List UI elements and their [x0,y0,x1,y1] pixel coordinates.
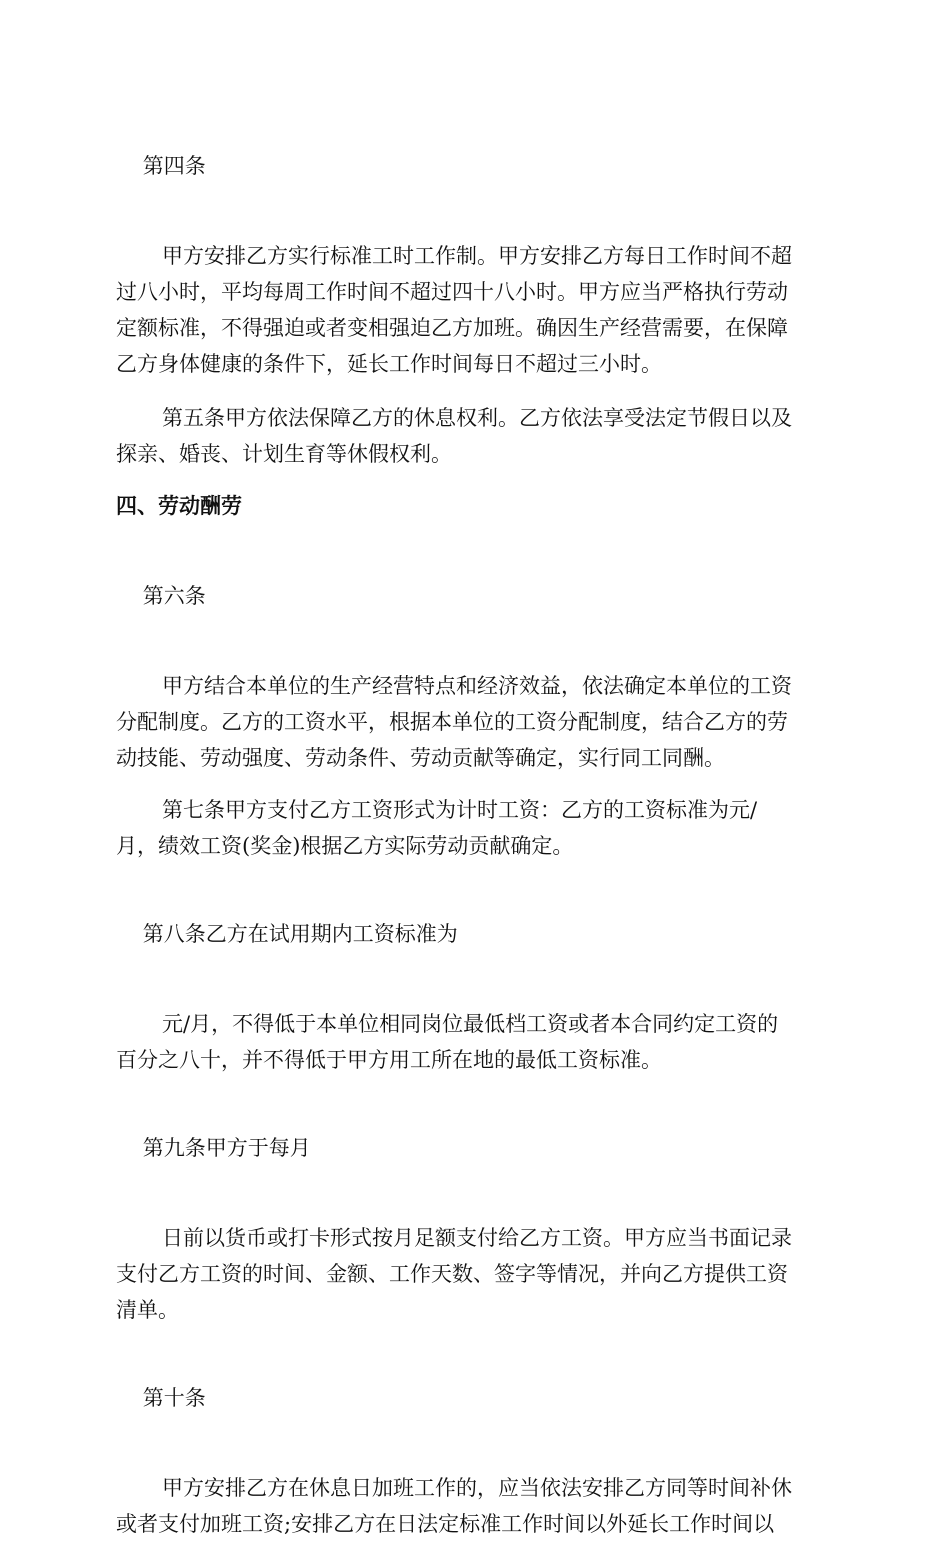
article-4-line: 定额标准，不得强迫或者变相强迫乙方加班。确因生产经营需要，在保障 [116,316,788,340]
article-8-line: 元/月，不得低于本单位相同岗位最低档工资或者本合同约定工资的 [162,1012,779,1036]
article-10-line: 或者支付加班工资;安排乙方在日法定标准工作时间以外延长工作时间以 [116,1512,775,1536]
article-4-line: 过八小时，平均每周工作时间不超过四十八小时。甲方应当严格执行劳动 [116,280,788,304]
article-7-line: 第七条甲方支付乙方工资形式为计时工资：乙方的工资标准为元/ [162,798,758,822]
article-8-line: 百分之八十，并不得低于甲方用工所在地的最低工资标准。 [116,1048,662,1072]
article-7-line: 月，绩效工资(奖金)根据乙方实际劳动贡献确定。 [116,834,574,858]
article-4-line: 甲方安排乙方实行标准工时工作制。甲方安排乙方每日工作时间不超 [162,244,792,268]
article-6-title: 第六条 [142,584,206,608]
article-5-line: 探亲、婚丧、计划生育等休假权利。 [116,442,452,466]
article-6-line: 动技能、劳动强度、劳动条件、劳动贡献等确定，实行同工同酬。 [116,746,725,770]
article-4-body [116,238,836,382]
article-5-body [116,400,836,472]
article-8-title: 第八条乙方在试用期内工资标准为 [142,922,458,946]
article-4-line: 乙方身体健康的条件下，延长工作时间每日不超过三小时。 [116,352,662,376]
document-page [116,112,836,1542]
section-4-heading: 四、劳动酬劳 [116,493,242,518]
article-8-body [116,1006,836,1078]
article-6-body [116,668,836,776]
article-10-title: 第十条 [142,1386,206,1410]
article-6-line: 甲方结合本单位的生产经营特点和经济效益，依法确定本单位的工资 [162,674,792,698]
article-9-line: 清单。 [116,1298,179,1322]
article-9-title: 第九条甲方于每月 [142,1136,311,1160]
article-7-body [116,792,836,864]
article-9-line: 日前以货币或打卡形式按月足额支付给乙方工资。甲方应当书面记录 [162,1226,792,1250]
article-9-line: 支付乙方工资的时间、金额、工作天数、签字等情况，并向乙方提供工资 [116,1262,788,1286]
article-6-line: 分配制度。乙方的工资水平，根据本单位的工资分配制度，结合乙方的劳 [116,710,788,734]
article-9-body [116,1220,836,1328]
article-10-line: 甲方安排乙方在休息日加班工作的，应当依法安排乙方同等时间补休 [162,1476,792,1500]
article-5-line: 第五条甲方依法保障乙方的休息权利。乙方依法享受法定节假日以及 [162,406,792,430]
article-10-body [116,1470,836,1542]
article-4-title: 第四条 [142,154,206,178]
